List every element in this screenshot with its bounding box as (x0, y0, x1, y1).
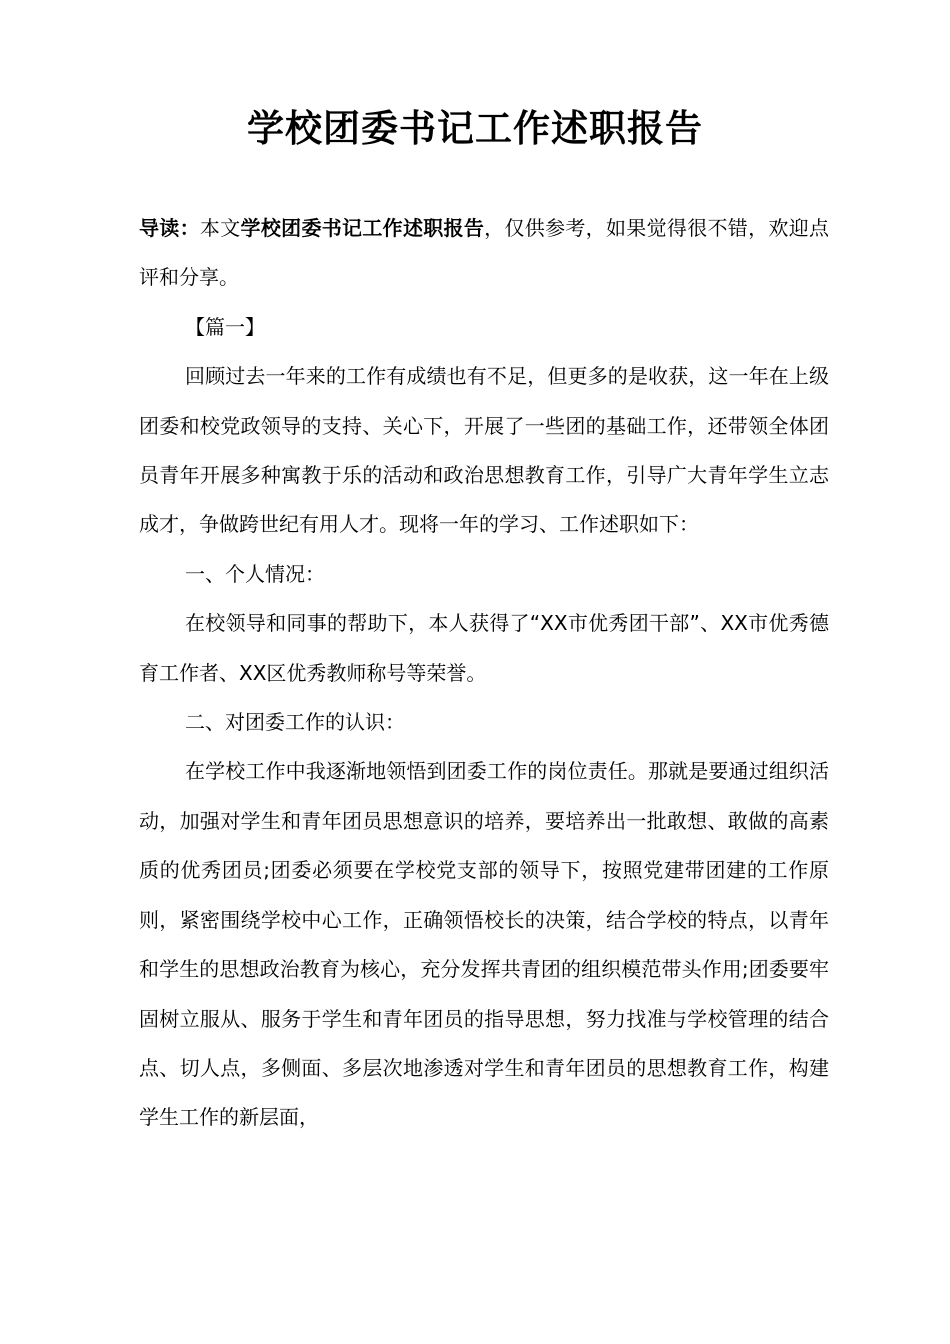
intro-paragraph (139, 204, 829, 303)
intro-suffix: ，仅供参考，如果觉得很不错，欢迎点评和分享。 (139, 216, 830, 290)
body-paragraph: 在校领导和同事的帮助下，本人获得了“XX市优秀团干部”、XX市优秀德育工作者、XX区优秀教师称号等荣誉。 (139, 611, 829, 685)
intro-highlight: 学校团委书记工作述职报告 (240, 216, 485, 240)
section-heading: 一、个人情况： (185, 561, 325, 586)
section-heading-part-one: 【篇一】 (185, 314, 265, 339)
intro-label: 导读： (139, 216, 200, 240)
body-paragraph: 回顾过去一年来的工作有成绩也有不足，但更多的是收获，这一年在上级团委和校党政领导的支持、关心下，开展了一些团的基础工作，还带领全体团员青年开展多种寓教于乐的活动和政治思想教育工作，引导广大青年学生立志成才，争做跨世纪有用人才。现将一年的学习、工作述职如下： (139, 364, 829, 537)
intro-prefix: 本文 (199, 216, 241, 240)
body-paragraph: 在学校工作中我逐渐地领悟到团委工作的岗位责任。那就是要通过组织活动，加强对学生和青年团员思想意识的培养，要培养出一批敢想、敢做的高素质的优秀团员;团委必须要在学校党支部的领导下，按照党建带团建的工作原则，紧密围绕学校中心工作，正确领悟校长的决策，结合学校的特点，以青年和学生的思想政治教育为核心，充分发挥共青团的组织模范带头作用;团委要牢固树立服从、服务于学生和青年团员的指导思想，努力找准与学校管理的结合点、切人点，多侧面、多层次地渗透对学生和青年团员的思想教育工作，构建学生工作的新层面， (139, 759, 829, 1130)
section-heading: 二、对团委工作的认识： (185, 710, 405, 735)
document-title: 学校团委书记工作述职报告 (247, 107, 703, 150)
document-body (139, 204, 829, 1143)
